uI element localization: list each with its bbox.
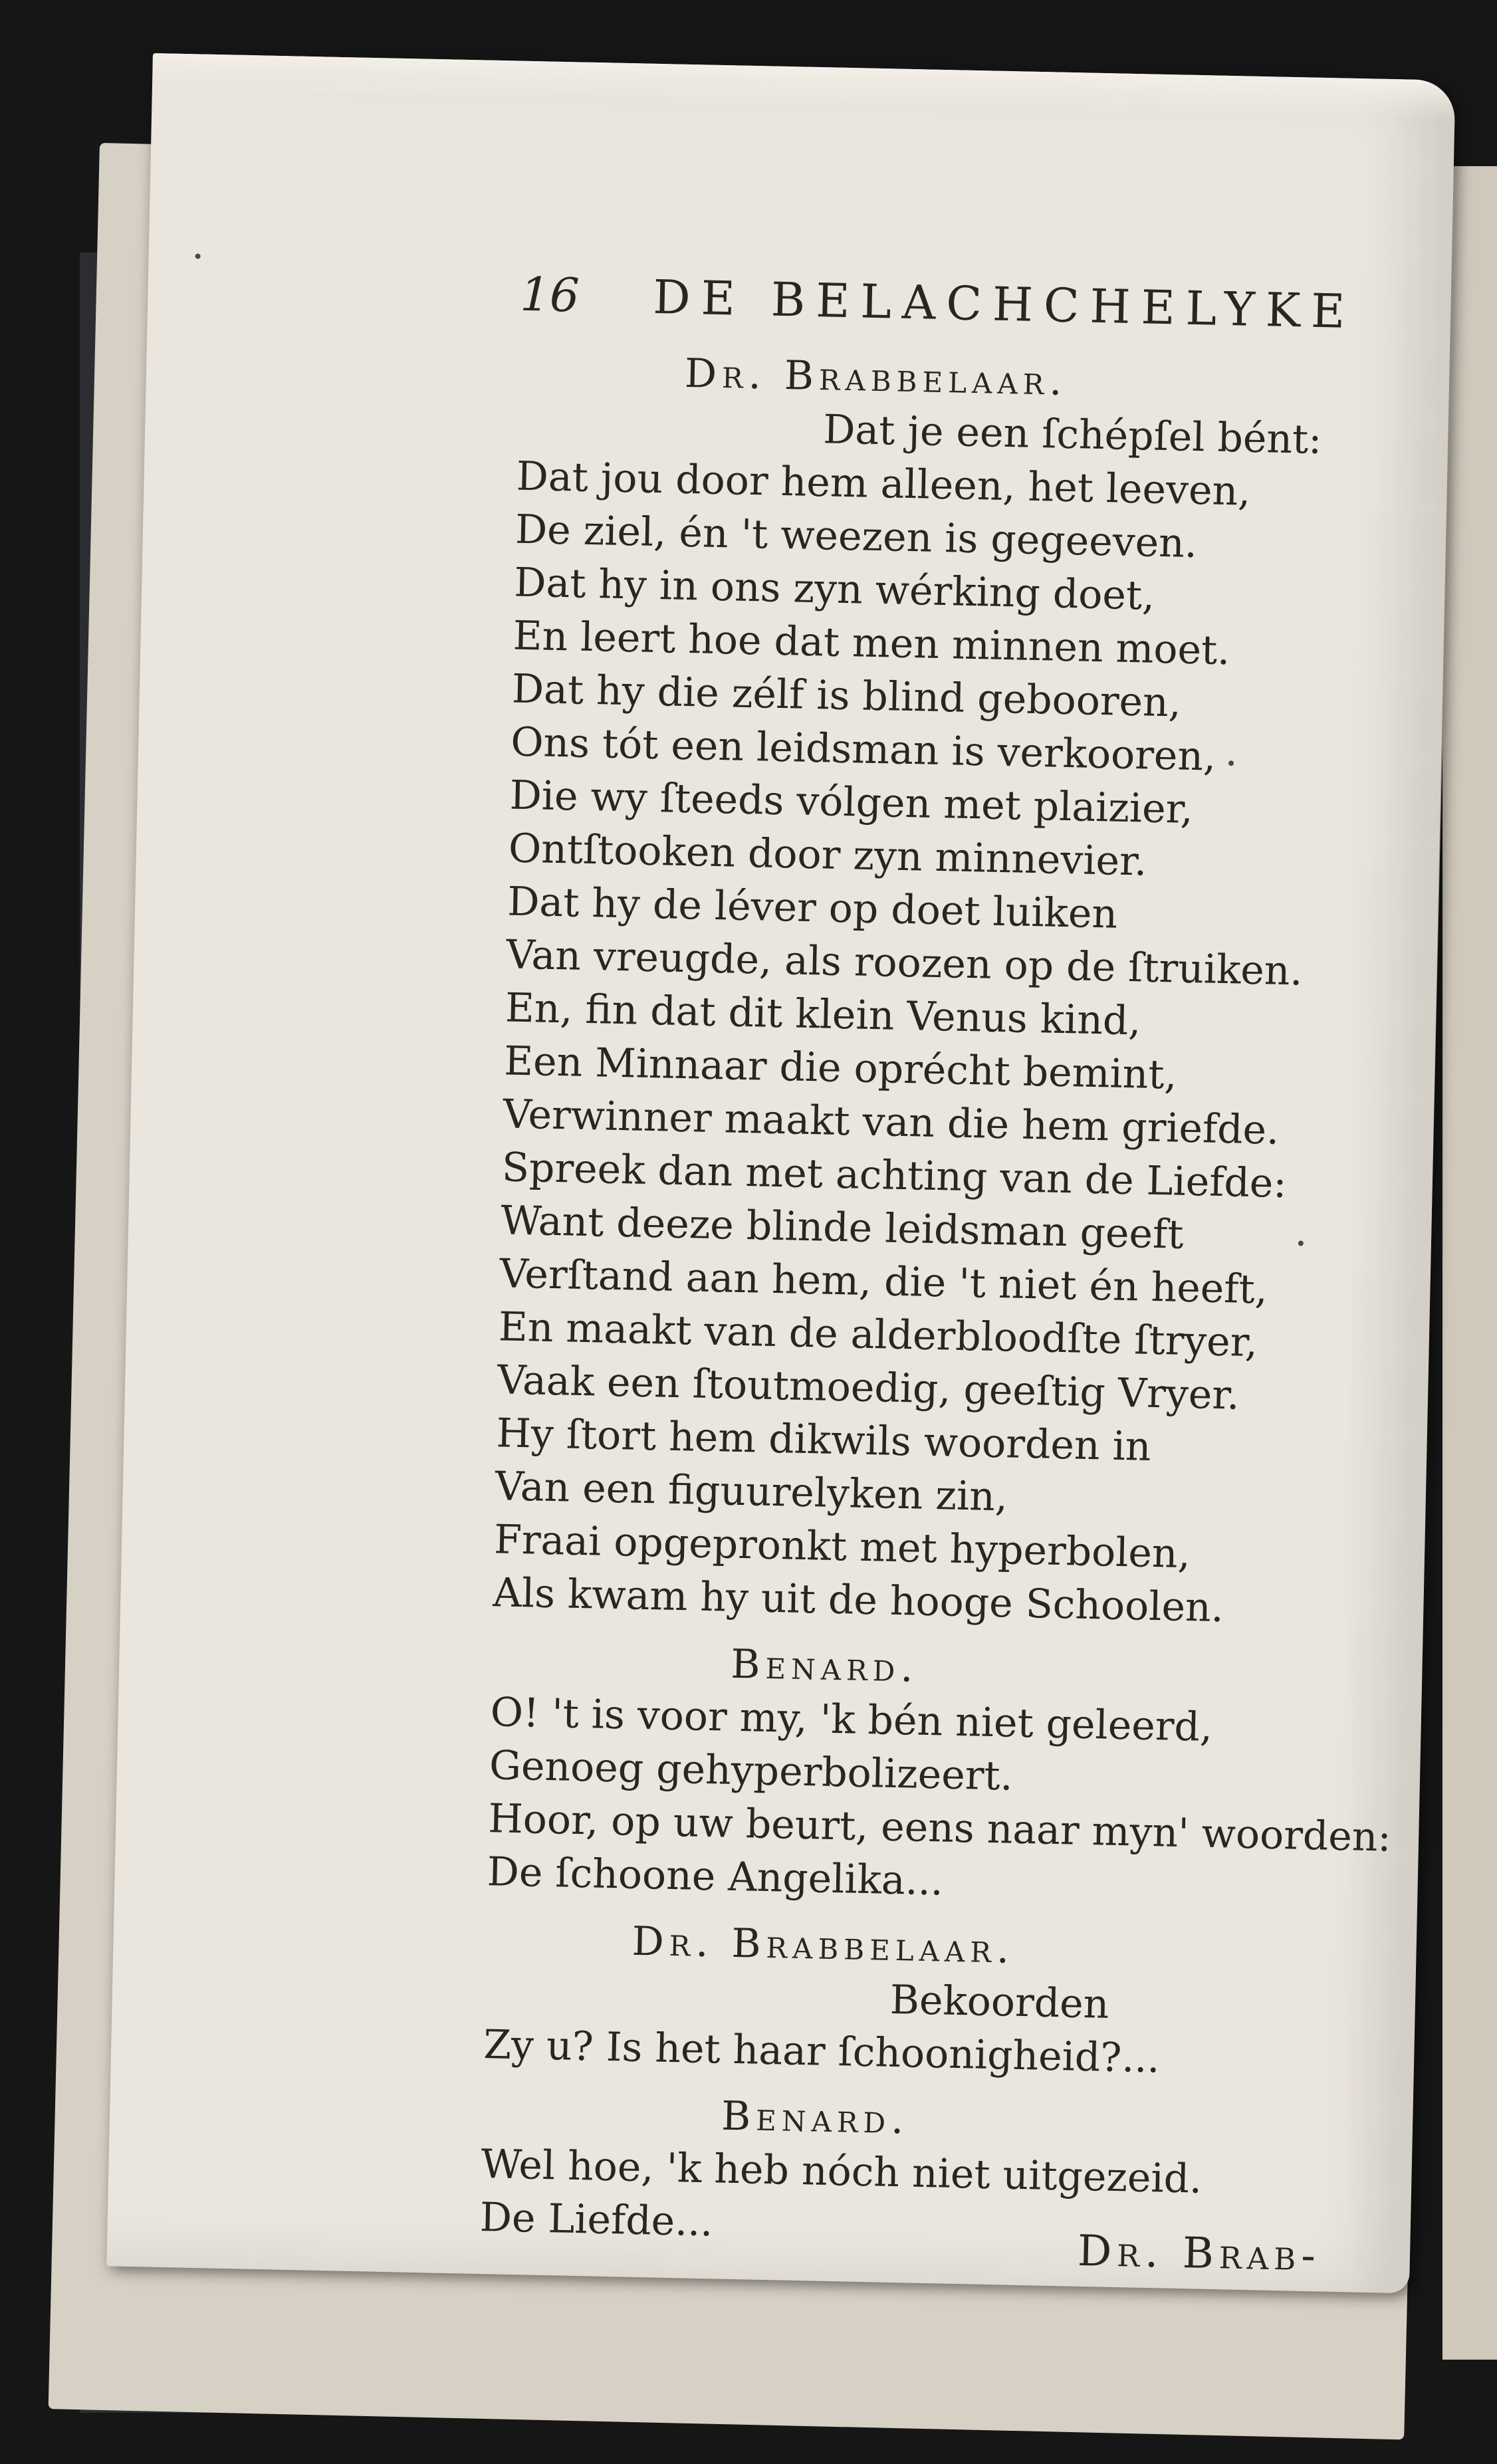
verse-line: Van een figuurelyken zin, [495, 1463, 1008, 1521]
speaker-heading: Benard. [730, 1640, 919, 1692]
verse-line: Zy u? Is het haar ſchoonigheid?... [483, 2021, 1161, 2082]
verse-line: O! 't is voor my, 'k bén niet geleerd, [490, 1689, 1213, 1751]
verse-line: De Liefde... [479, 2194, 714, 2246]
verse-line: En, fin dat dit klein Venus kind, [505, 984, 1142, 1045]
verse-line: Hoor, op uw beurt, eens naar myn' woorden: [487, 1795, 1392, 1861]
verse-line: Spreek dan met achting van de Liefde: [501, 1144, 1288, 1208]
verse-line: Vaak een ſtoutmoedig, geeſtig Vryer. [497, 1357, 1240, 1419]
verse-line: De ſchoone Angelika... [487, 1848, 944, 1905]
verse-line: Bekoorden [889, 1976, 1110, 2028]
paper-speck [1228, 760, 1234, 766]
paper-speck [195, 253, 201, 259]
speaker-heading: Dr. Brabbelaar. [684, 350, 1068, 405]
paper-speck [1298, 1240, 1304, 1246]
verse-line: Verſtand aan hem, die 't niet én heeft, [499, 1250, 1268, 1313]
speaker-heading: Benard. [721, 2092, 910, 2144]
verse-line: Van vreugde, als roozen op de ſtruiken. [505, 931, 1304, 995]
verse-line: Wel hoe, 'k heb nóch niet uitgezeid. [480, 2141, 1203, 2203]
running-head: DE BELACHCHELYKE [652, 269, 1357, 339]
page-number: 16 [519, 267, 580, 323]
verse-line: Want deeze blinde leidsman geeft [500, 1197, 1185, 1258]
verse-line: Verwinner maakt van die hem griefde. [502, 1091, 1280, 1154]
verse-line: Als kwam hy uit de hooge Schoolen. [492, 1569, 1224, 1632]
book-page [106, 53, 1455, 2293]
verse-line: Dat jou door hem alleen, het leeven, [516, 453, 1251, 515]
verse-line: Dat hy de léver op doet luiken [507, 878, 1118, 938]
verse-line: En maakt van de alderbloodſte ſtryer, [498, 1303, 1258, 1367]
speaker-heading: Dr. Brabbelaar. [631, 1918, 1015, 1973]
verse-line: Genoeg gehyperbolizeert. [489, 1742, 1014, 1800]
verse-line: En leert hoe dat men minnen moet. [513, 612, 1230, 675]
verse-line: Dat hy die zélf is blind gebooren, [511, 665, 1182, 727]
verse-line: Fraai opgepronkt met hyperbolen, [493, 1516, 1191, 1578]
verse-line: Dat je een ſchépſel bént: [822, 406, 1323, 463]
verse-line: Hy ſtort hem dikwils woorden in [495, 1410, 1152, 1470]
page-text [106, 53, 1455, 2293]
verse-line: De ziel, én 't weezen is gegeeven. [515, 506, 1198, 568]
verse-line: Ons tót een leidsman is verkooren, [510, 719, 1216, 780]
facing-page-edge [1442, 166, 1497, 2360]
catchword: Dr. Brab- [1077, 2226, 1322, 2281]
verse-line: Dat hy in ons zyn wérking doet, [513, 559, 1155, 619]
verse-line: Die wy ſteeds vólgen met plaizier, [509, 772, 1194, 834]
verse-line: Een Minnaar die oprécht bemint, [503, 1038, 1178, 1099]
verse-line: Ontſtooken door zyn minnevier. [508, 825, 1147, 885]
